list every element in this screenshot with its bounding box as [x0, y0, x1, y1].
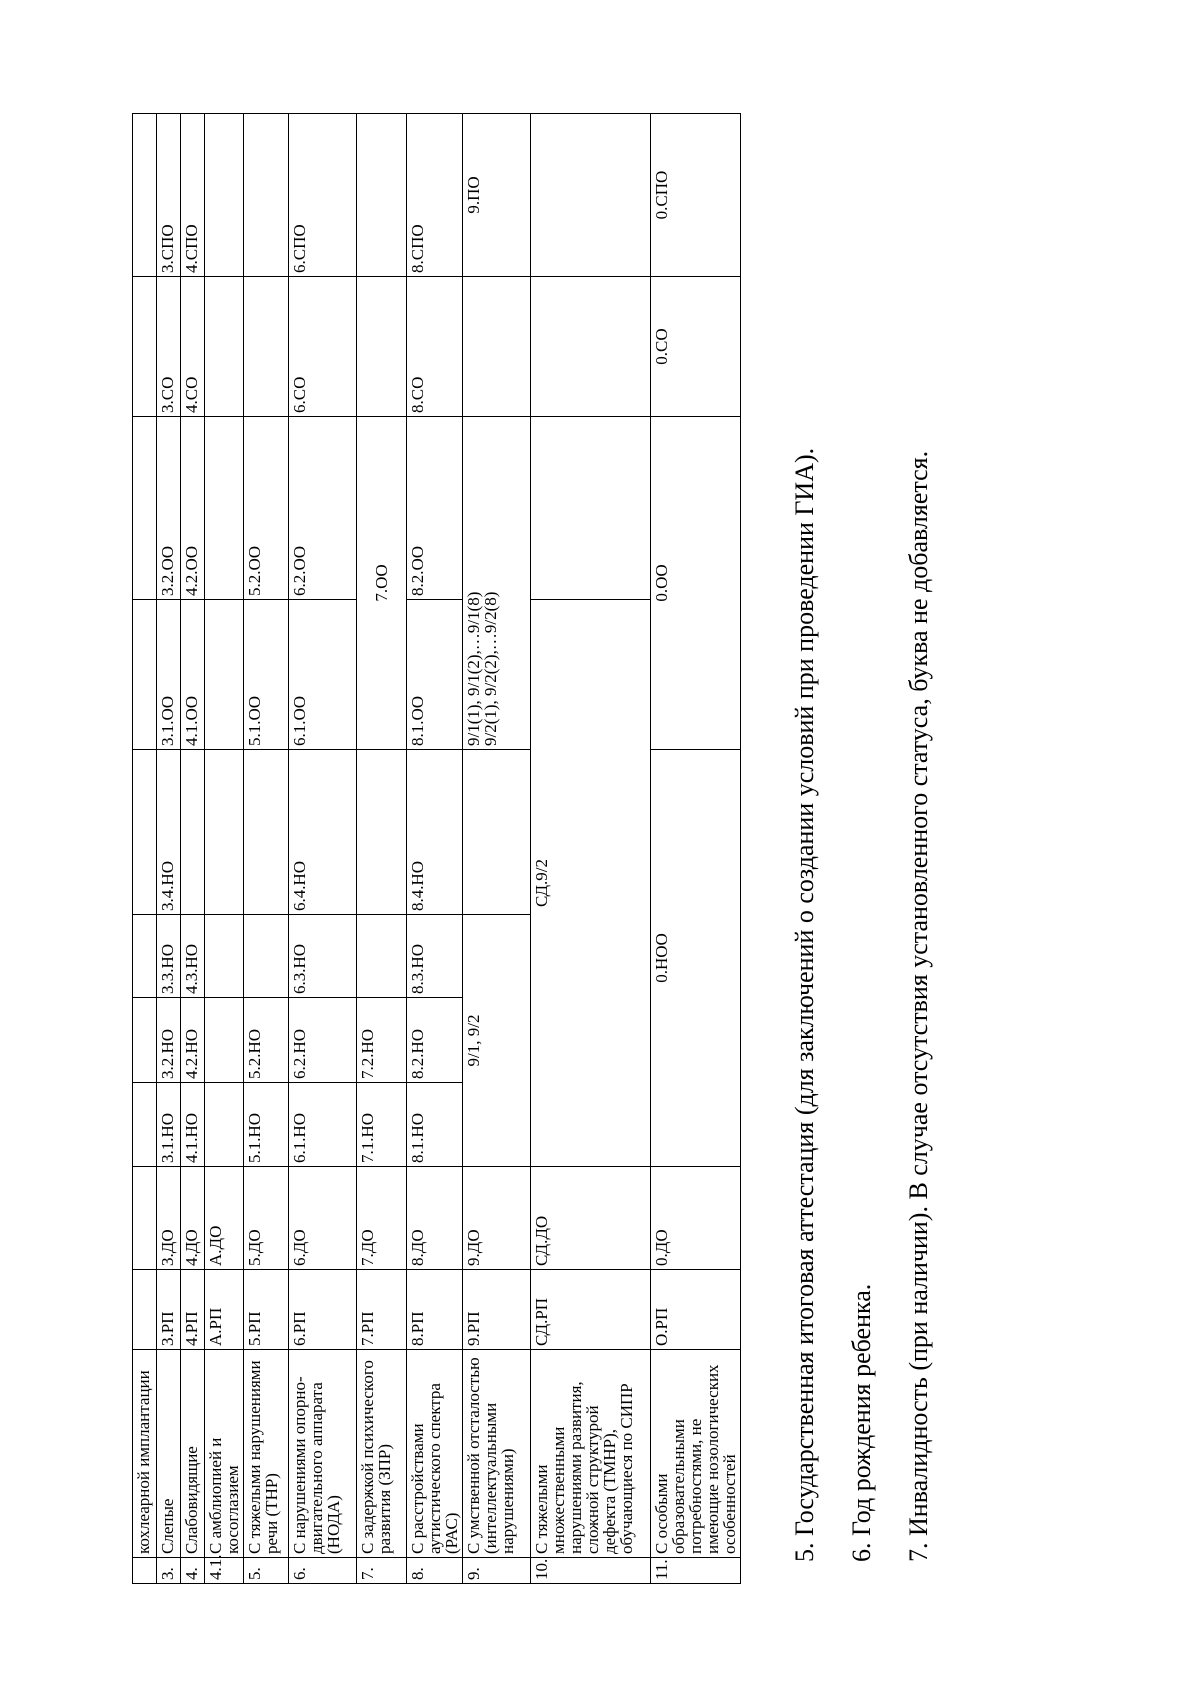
code-cell: 6.2.ОО — [289, 417, 357, 600]
table-row — [157, 114, 181, 1584]
code-cell: 6.2.НО — [289, 998, 357, 1083]
code-cell: 0.СО — [651, 277, 741, 417]
code-cell: 8.ДО — [407, 1167, 463, 1270]
code-cell: 3.2.НО — [157, 998, 181, 1083]
code-cell: 3.1.НО — [157, 1083, 181, 1167]
footnote-6: 6. Год рождения ребенка. — [847, 1283, 876, 1562]
code-cell: СД.9/2 — [531, 600, 651, 1167]
code-cell: 5.2.НО — [244, 998, 289, 1083]
code-cell: 9.РП — [463, 1270, 531, 1350]
code-cell: 8.СО — [407, 277, 463, 417]
row-number: 7. — [357, 1558, 407, 1584]
table-row — [651, 114, 741, 1584]
code-cell: 7.2.НО — [357, 998, 407, 1083]
row-number: 11. — [651, 1558, 741, 1584]
row-number: 10. — [531, 1558, 651, 1584]
code-line: 9/1(1), 9/1(2),…9/1(8) — [464, 591, 483, 746]
code-cell: 4.3.НО — [181, 915, 205, 998]
code-cell: 8.4.НО — [407, 750, 463, 915]
code-cell: 0.НОО — [651, 750, 741, 1167]
category-cell: Слабовидящие — [181, 1350, 205, 1558]
code-cell: 4.1.ОО — [181, 600, 205, 750]
code-cell: 9.ПО — [463, 114, 531, 277]
row-number: 4.1. — [205, 1558, 244, 1584]
code-cell: 3.СПО — [157, 114, 181, 277]
rotated-content — [130, 112, 1030, 1592]
category-cell: С особыми образовательными потребностями, не имеющие нозологических особенностей — [651, 1350, 741, 1558]
row-number — [133, 1558, 157, 1584]
code-cell: 5.ДО — [244, 1167, 289, 1270]
row-number: 6. — [289, 1558, 357, 1584]
category-cell: С тяжелыми множественными нарушениями развития, сложной структурой дефекта (ТМНР), обучающиеся по СИПР — [531, 1350, 651, 1558]
code-cell: СД.ДО — [531, 1167, 651, 1270]
category-cell: С амблиопией и косоглазием — [205, 1350, 244, 1558]
code-cell: 8.2.НО — [407, 998, 463, 1083]
code-cell: 8.2.ОО — [407, 417, 463, 600]
row-number: 4. — [181, 1558, 205, 1584]
code-cell: 8.СПО — [407, 114, 463, 277]
code-cell: 6.3.НО — [289, 915, 357, 998]
code-cell: 3.ДО — [157, 1167, 181, 1270]
table-row — [244, 114, 289, 1584]
row-number: 9. — [463, 1558, 531, 1584]
code-cell: 3.СО — [157, 277, 181, 417]
code-cell: А.ДО — [205, 1167, 244, 1270]
code-cell: 4.РП — [181, 1270, 205, 1350]
code-line: 9/2(1), 9/2(2),…9/2(8) — [481, 591, 500, 746]
footnotes — [790, 132, 961, 1562]
code-cell: 3.РП — [157, 1270, 181, 1350]
code-cell: 3.2.ОО — [157, 417, 181, 600]
table-row — [133, 114, 157, 1584]
code-cell: 6.СПО — [289, 114, 357, 277]
code-cell: 6.1.НО — [289, 1083, 357, 1167]
table-row — [407, 114, 463, 1584]
category-cell: С задержкой психического развития (ЗПР) — [357, 1350, 407, 1558]
code-cell: 8.3.НО — [407, 915, 463, 998]
code-cell — [463, 417, 531, 750]
table-row — [289, 114, 357, 1584]
code-cell: 6.4.НО — [289, 750, 357, 915]
code-cell: 4.ДО — [181, 1167, 205, 1270]
code-cell: 6.1.ОО — [289, 600, 357, 750]
code-cell: 5.1.НО — [244, 1083, 289, 1167]
code-cell: 7.1.НО — [357, 1083, 407, 1167]
code-cell: 4.1.НО — [181, 1083, 205, 1167]
code-cell: 4.2.ОО — [181, 417, 205, 600]
code-cell: 3.4.НО — [157, 750, 181, 915]
category-cell: С тяжелыми нарушениями речи (ТНР) — [244, 1350, 289, 1558]
table-row — [181, 114, 205, 1584]
code-cell: 0.ДО — [651, 1167, 741, 1270]
code-cell: 4.СО — [181, 277, 205, 417]
code-cell: 3.3.НО — [157, 915, 181, 998]
code-cell: СД.РП — [531, 1270, 651, 1350]
code-cell: А.РП — [205, 1270, 244, 1350]
category-cell: С расстройствами аутистического спектра (РАС) — [407, 1350, 463, 1558]
code-cell: 7.ДО — [357, 1167, 407, 1270]
code-cell: 4.СПО — [181, 114, 205, 277]
code-cell: 9/1, 9/2 — [463, 915, 531, 1167]
category-cell: С умственной отсталостью (интеллектуальными нарушениями) — [463, 1350, 531, 1558]
code-cell: 7.ОО — [357, 417, 407, 750]
code-cell: 6.РП — [289, 1270, 357, 1350]
code-cell: 6.ДО — [289, 1167, 357, 1270]
code-cell: 3.1.ОО — [157, 600, 181, 750]
code-cell: 8.1.НО — [407, 1083, 463, 1167]
footnote-7: 7. Инвалидность (при наличии). В случае отсутствия установленного статуса, буква не добавляется. — [904, 450, 933, 1562]
category-cell: Слепые — [157, 1350, 181, 1558]
table-row — [463, 114, 531, 1584]
category-cell: С нарушениями опорно-двигательного аппарата (НОДА) — [289, 1350, 357, 1558]
code-cell: 5.1.ОО — [244, 600, 289, 750]
code-cell: 0.СПО — [651, 114, 741, 277]
code-cell: 8.1.ОО — [407, 600, 463, 750]
table-row — [357, 114, 407, 1584]
code-cell: 5.РП — [244, 1270, 289, 1350]
code-cell: 5.2.ОО — [244, 417, 289, 600]
classification-table — [132, 113, 741, 1584]
code-cell: 4.2.НО — [181, 998, 205, 1083]
table-row — [531, 114, 651, 1584]
row-number: 8. — [407, 1558, 463, 1584]
table-row — [205, 114, 244, 1584]
code-cell: 9.ДО — [463, 1167, 531, 1270]
code-cell: 7.РП — [357, 1270, 407, 1350]
code-cell: 0.ОО — [651, 417, 741, 750]
row-number: 3. — [157, 1558, 181, 1584]
category-cell: кохлеарной имплантации — [133, 1350, 157, 1558]
code-cell: О.РП — [651, 1270, 741, 1350]
code-cell: 6.СО — [289, 277, 357, 417]
row-number: 5. — [244, 1558, 289, 1584]
footnote-5: 5. Государственная итоговая аттестация (для заключений о создании условий при проведении ГИА). — [790, 447, 819, 1562]
code-cell: 8.РП — [407, 1270, 463, 1350]
